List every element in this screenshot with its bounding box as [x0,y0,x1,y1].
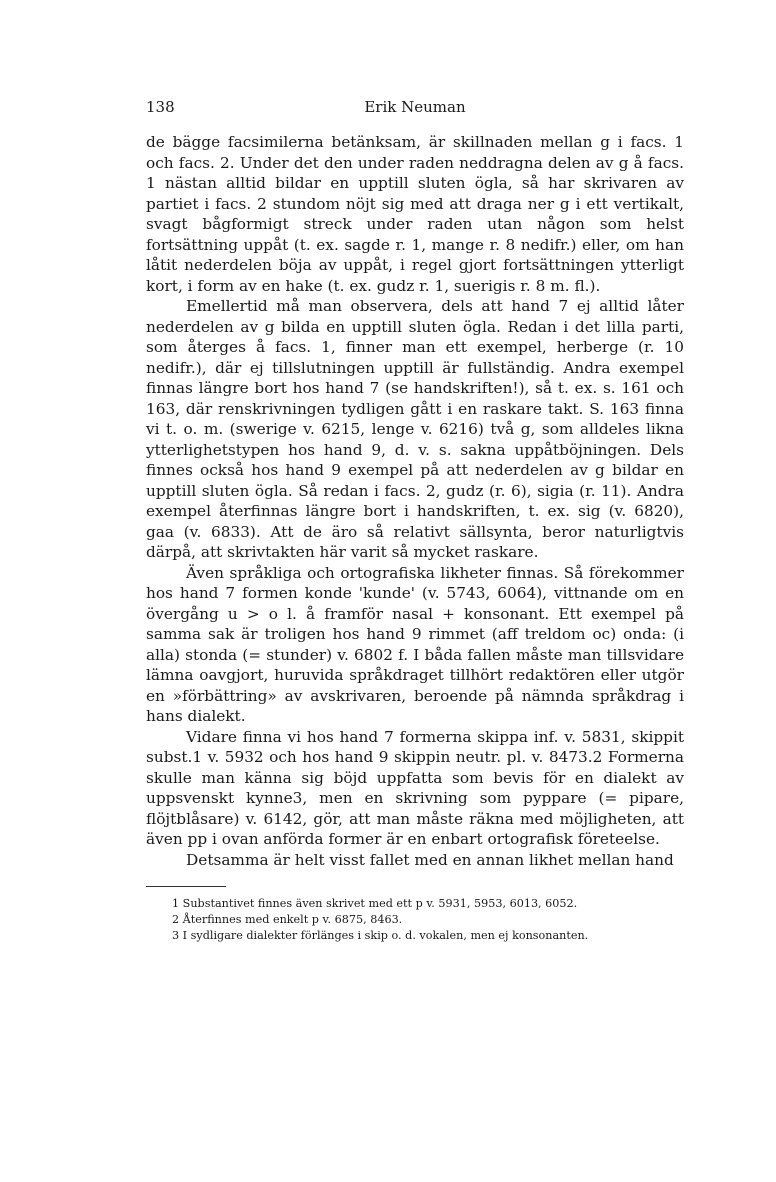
page-number: 138 [146,98,175,116]
footnote-3: 3 I sydligare dialekter förlänges i skip o. d. vokalen, men ej konsonanten. [172,929,589,942]
footnote-2: 2 Återfinnes med enkelt p v. 6875, 8463. [172,913,403,926]
footnotes [172,896,692,944]
paragraph-5: Detsamma är helt visst fallet med en annan likhet mellan hand [186,850,674,869]
paragraph-1: de bägge facsimilerna betänksam, är skillnaden mellan g i facs. 1 och facs. 2. Under det den under raden neddragna delen av g å facs. 1 nästan alltid bildar en upptill sluten ögla, så har skrivaren av partiet i facs. 2 stundom nöjt sig med att draga ner g i ett vertikalt, svagt bågformigt streck under raden utan någon som helst fortsättning uppåt (t. ex. sagde r. 1, mange r. 8 nedifr.) eller, om han låtit nederdelen böja av uppåt, i regel gjort fortsättningen ytterligt kort, i form av en hake (t. ex. gudz r. 1, suerigis r. 8 m. fl.). [146,133,684,295]
main-text [146,132,684,870]
paragraph-4: Vidare finna vi hos hand 7 formerna skippa inf. v. 5831, skippit subst.1 v. 5932 och hos hand 9 skippin neutr. pl. v. 8473.2 Formerna skulle man känna sig böjd uppfatta som bevis för en dialekt av uppsvenskt kynne3, men en skrivning som pyppare (= pipare, flöjtblåsare) v. 6142, gör, att man måste räkna med möjligheten, att även pp i ovan anförda former är en enbart ortografisk företeelse. [146,727,684,848]
paragraph-2: Emellertid må man observera, dels att hand 7 ej alltid låter nederdelen av g bilda en upptill sluten ögla. Redan i det lilla parti, som återges å facs. 1, finner man ett exempel, herberge (r. 10 nedifr.), där ej tillslutningen upptill är fullständig. Andra exempel finnas längre bort hos hand 7 (se handskriften!), så t. ex. s. 161 och 163, där renskrivningen tydligen gått i en raskare takt. S. 163 finna vi t. o. m. (swerige v. 6215, lenge v. 6216) två g, som alldeles likna ytterlighetstypen hos hand 9, d. v. s. sakna uppåtböjningen. Dels finnes också hos hand 9 exempel på att nederdelen av g bildar en upptill sluten ögla. Så redan i facs. 2, gudz (r. 6), sigia (r. 11). Andra exempel återfinnas längre bort i handskriften, t. ex. sig (v. 6820), gaa (v. 6833). Att de äro så relativt sällsynta, beror naturligtvis därpå, att skrivtakten här varit så mycket raskare. [146,297,684,561]
footnote-divider [146,886,226,887]
running-head-author: Erik Neuman [364,98,466,116]
footnote-1: 1 Substantivet finnes även skrivet med ett p v. 5931, 5953, 6013, 6052. [172,897,578,910]
running-header [146,98,684,118]
paragraph-3: Även språkliga och ortografiska likheter finnas. Så förekommer hos hand 7 formen konde 'kunde' (v. 5743, 6064), vittnande om en övergång u > o l. å framför nasal + konsonant. Ett exempel på samma sak är troligen hos hand 9 rimmet (aff treldom oc) onda: (i alla) stonda (= stunder) v. 6802 f. I båda fallen måste man tillsvidare lämna oavgjort, huruvida språkdraget tillhört redaktören eller utgör en »förbättring» av avskrivaren, beroende på nämnda språkdrag i hans dialekt. [146,563,684,725]
